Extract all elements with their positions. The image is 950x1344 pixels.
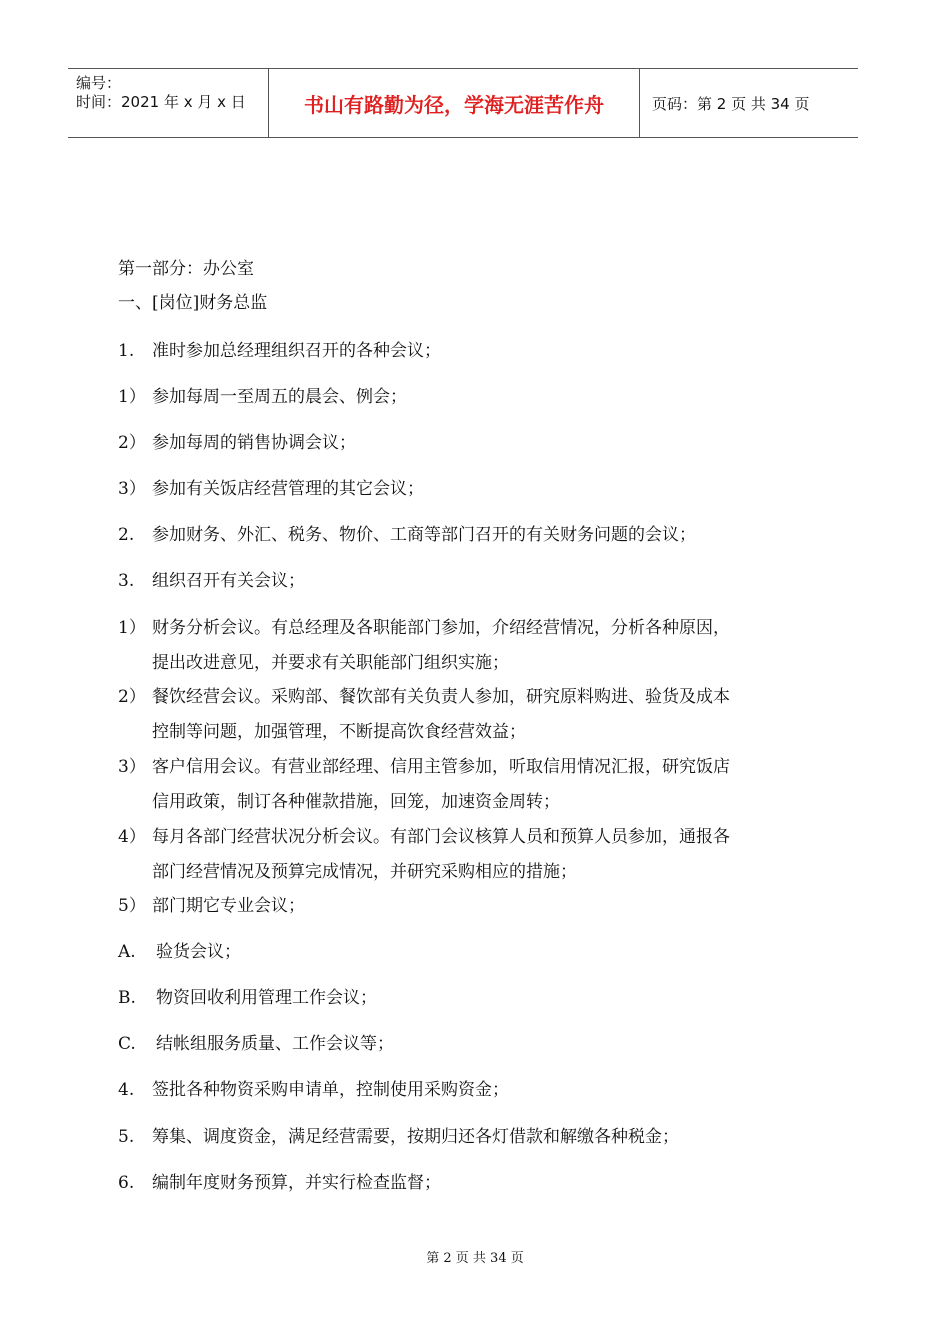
item-number: 5） [118, 896, 146, 916]
item-number: 3） [118, 479, 146, 499]
item-number: 1. [118, 341, 135, 361]
item-text: 组织召开有关会议； [152, 571, 305, 591]
list-item [118, 983, 377, 1008]
item-text: 结帐组服务质量、工作会议等； [156, 1034, 394, 1054]
item-text: 筹集、调度资金，满足经营需要，按期归还各灯借款和解缴各种税金； [152, 1127, 679, 1147]
item-number: B. [118, 988, 136, 1008]
section-title: 第一部分：办公室 [118, 259, 254, 279]
item-text: 签批各种物资采购申请单，控制使用采购资金； [152, 1080, 509, 1100]
list-item [118, 822, 730, 847]
item-text: 餐饮经营会议。采购部、餐饮部有关负责人参加，研究原料购进、验货及成本 [152, 687, 730, 707]
item-number: 4） [118, 827, 146, 847]
item-continuation: 信用政策，制订各种催款措施，回笼，加速资金周转； [152, 792, 560, 812]
item-text: 客户信用会议。有营业部经理、信用主管参加，听取信用情况汇报，研究饭店 [152, 757, 730, 777]
list-item [118, 428, 356, 453]
item-text: 参加每周一至周五的晨会、例会； [152, 387, 407, 407]
item-number: 1） [118, 618, 146, 638]
item-continuation: 控制等问题，加强管理，不断提高饮食经营效益； [152, 722, 526, 742]
list-item [118, 382, 407, 407]
item-text: 编制年度财务预算，并实行检查监督； [152, 1173, 441, 1193]
time-label: 时间：2021 年 x 月 x 日 [76, 93, 246, 111]
list-item [118, 937, 241, 962]
item-number: 5. [118, 1127, 135, 1147]
item-number: 1） [118, 387, 146, 407]
item-number: C. [118, 1034, 136, 1054]
item-text: 部门期它专业会议； [152, 896, 305, 916]
list-item [118, 752, 730, 777]
item-text: 准时参加总经理组织召开的各种会议； [152, 341, 441, 361]
list-item [118, 891, 305, 916]
document-header [68, 68, 858, 138]
item-text: 每月各部门经营状况分析会议。有部门会议核算人员和预算人员参加，通报各 [152, 827, 730, 847]
item-text: 物资回收利用管理工作会议； [156, 988, 377, 1008]
number-label: 编号： [76, 74, 122, 92]
list-item [118, 1029, 394, 1054]
item-number: 6. [118, 1173, 135, 1193]
item-number: 3. [118, 571, 135, 591]
list-item [118, 1168, 441, 1193]
header-meta [68, 69, 269, 137]
item-continuation: 部门经营情况及预算完成情况，并研究采购相应的措施； [152, 862, 577, 882]
item-text: 财务分析会议。有总经理及各职能部门参加，介绍经营情况，分析各种原因， [152, 618, 730, 638]
item-continuation: 提出改进意见，并要求有关职能部门组织实施； [152, 653, 509, 673]
item-number: 2） [118, 433, 146, 453]
page-footer: 第 2 页 共 34 页 [426, 1251, 524, 1266]
item-text: 参加有关饭店经营管理的其它会议； [152, 479, 424, 499]
list-item [118, 474, 424, 499]
list-item [118, 1075, 509, 1100]
item-text: 参加财务、外汇、税务、物价、工商等部门召开的有关财务问题的会议； [152, 525, 696, 545]
list-item [118, 682, 730, 707]
header-motto: 书山有路勤为径，学海无涯苦作舟 [269, 69, 640, 137]
list-item [118, 613, 730, 638]
item-number: 2. [118, 525, 135, 545]
item-text: 验货会议； [156, 942, 241, 962]
position-title: 一、[岗位]财务总监 [118, 293, 268, 313]
list-item [118, 1122, 679, 1147]
list-item [118, 520, 696, 545]
list-item [118, 566, 305, 591]
item-number: A. [118, 942, 136, 962]
item-text: 参加每周的销售协调会议； [152, 433, 356, 453]
item-number: 4. [118, 1080, 135, 1100]
list-item [118, 336, 441, 361]
item-number: 3） [118, 757, 146, 777]
header-page-info: 页码：第 2 页 共 34 页 [652, 94, 810, 113]
item-number: 2） [118, 687, 146, 707]
